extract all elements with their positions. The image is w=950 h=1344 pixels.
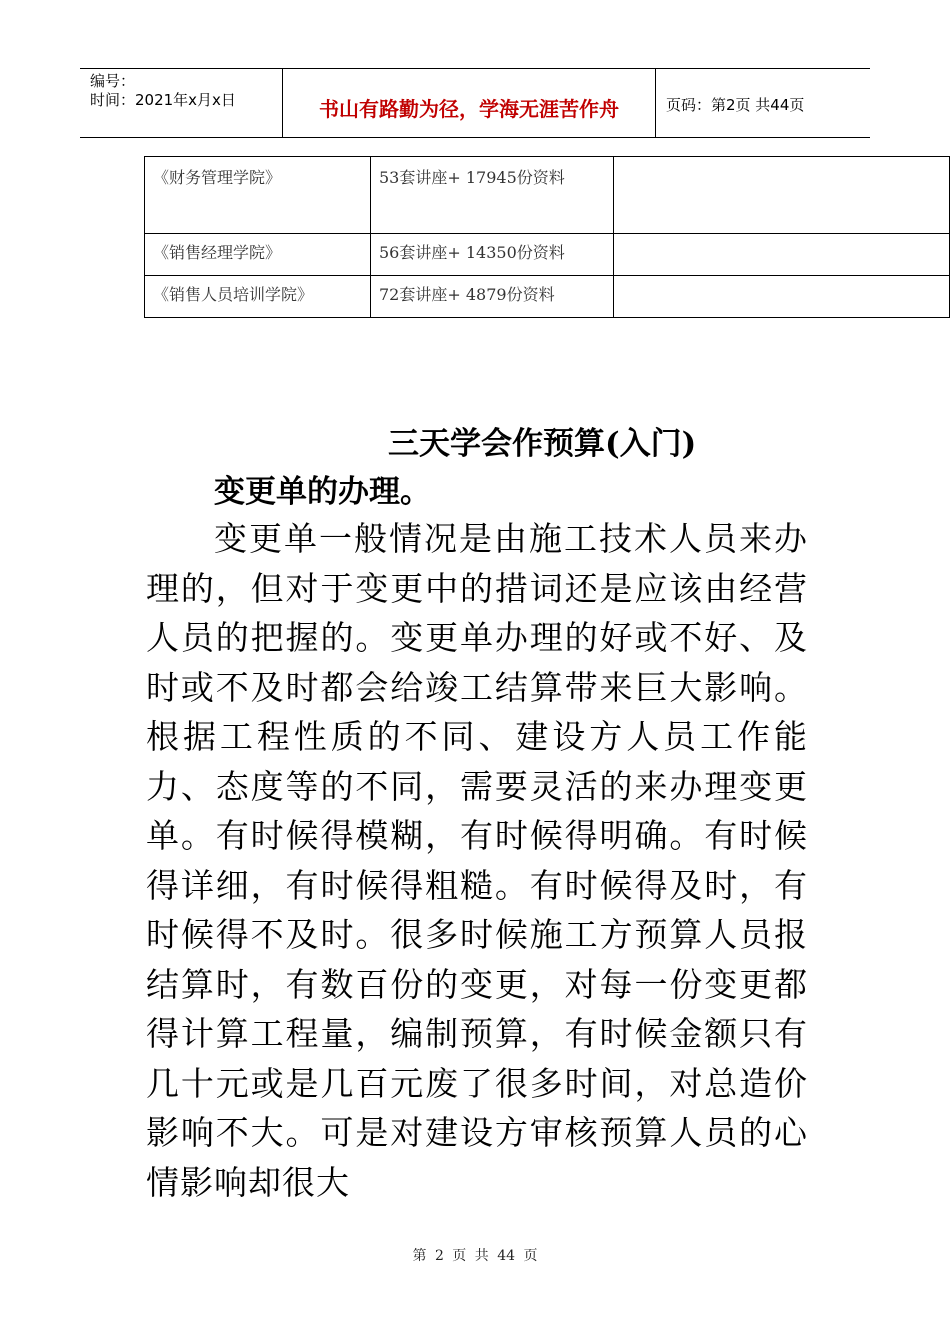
resources-table (144, 156, 950, 318)
header-page-cell (656, 69, 870, 137)
resource-name-cell: 《销售经理学院》 (145, 234, 371, 276)
section-heading: 变更单的办理。 (214, 474, 431, 510)
page-header (80, 68, 870, 138)
resource-detail-cell: 72套讲座+ 4879份资料 (371, 276, 614, 318)
table-row (145, 157, 950, 234)
header-meta-cell (80, 69, 282, 137)
table-row (145, 234, 950, 276)
resource-name-cell: 《财务管理学院》 (145, 157, 371, 234)
resource-detail-cell: 53套讲座+ 17945份资料 (371, 157, 614, 234)
article-title: 三天学会作预算(入门) (388, 426, 697, 462)
resource-name-cell: 《销售人员培训学院》 (145, 276, 371, 318)
page-footer: 第 2 页 共 44 页 (412, 1248, 538, 1264)
header-motto-cell (282, 69, 656, 137)
document-number-label: 编号： (90, 72, 136, 90)
header-motto: 书山有路勤为径，学海无涯苦作舟 (319, 97, 619, 121)
article-paragraph: 变更单一般情况是由施工技术人员来办理的，但对于变更中的措词还是应该由经营人员的把握的。变更单办理的好或不好、及时或不及时都会给竣工结算带来巨大影响。根据工程性质的不同、建设方人员工作能力、态度等的不同，需要灵活的来办理变更单。有时候得模糊，有时候得明确。有时候得详细，有时候得粗糙。有时候得及时，有时候得不及时。很多时候施工方预算人员报结算时，有数百份的变更，对每一份变更都得计算工程量，编制预算，有时候金额只有几十元或是几百元废了很多时间，对总造价影响不大。可是对建设方审核预算人员的心情影响却很大 (146, 519, 808, 1202)
resource-detail-cell: 56套讲座+ 14350份资料 (371, 234, 614, 276)
table-row (145, 276, 950, 318)
header-page-info: 页码：第2页 共44页 (666, 96, 805, 114)
resource-note-cell (614, 234, 950, 276)
resource-note-cell (614, 276, 950, 318)
resource-note-cell (614, 157, 950, 234)
document-time-label: 时间：2021年x月x日 (90, 91, 236, 109)
